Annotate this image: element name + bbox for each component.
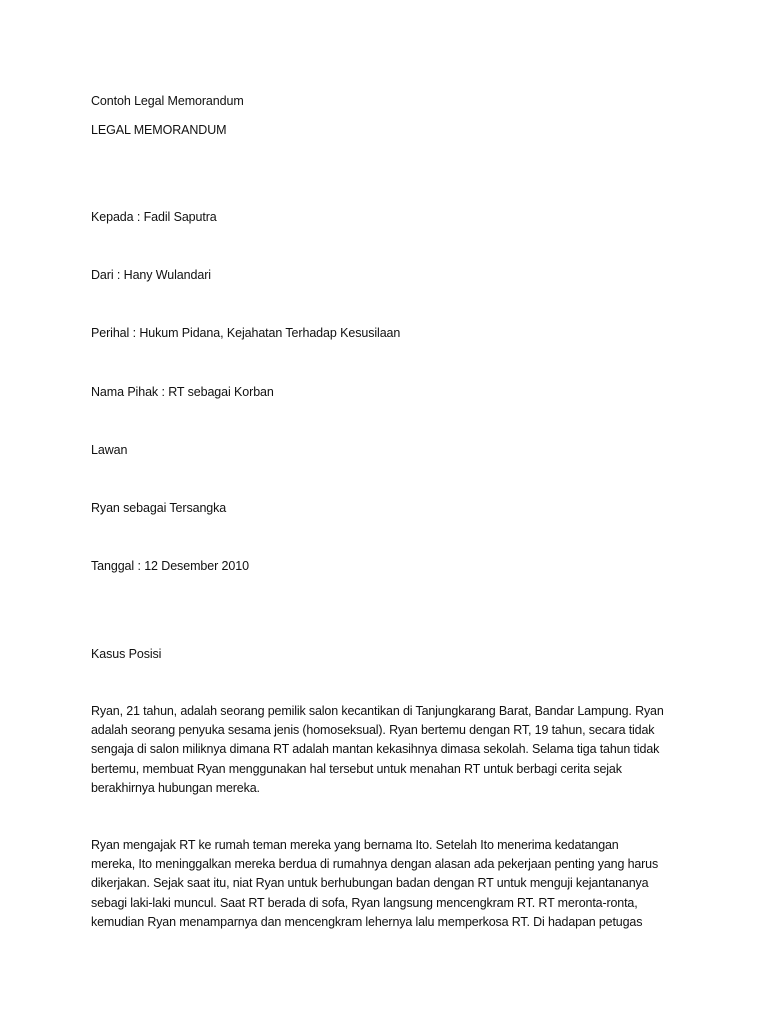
- paragraph-line: sengaja di salon miliknya dimana RT adalah mantan kekasihnya dimasa sekolah. Selama tiga tahun tidak: [91, 742, 660, 757]
- paragraph-line: adalah seorang penyuka sesama jenis (homoseksual). Ryan bertemu dengan RT, 19 tahun, secara tidak: [91, 723, 655, 738]
- paragraph-line: Ryan mengajak RT ke rumah teman mereka yang bernama Ito. Setelah Ito menerima kedatangan: [91, 838, 619, 852]
- paragraph-line: Ryan, 21 tahun, adalah seorang pemilik salon kecantikan di Tanjungkarang Barat, Bandar Lampung. Ryan: [91, 704, 664, 718]
- document-title: LEGAL MEMORANDUM: [91, 123, 227, 137]
- paragraph-line: berakhirnya hubungan mereka.: [91, 780, 260, 795]
- paragraph-line: kemudian Ryan menamparnya dan mencengkram lehernya lalu memperkosa RT. Di hadapan petugas: [91, 914, 643, 929]
- section-heading: Kasus Posisi: [91, 647, 162, 661]
- recipient-line: Kepada : Fadil Saputra: [91, 210, 217, 224]
- date-line: Tanggal : 12 Desember 2010: [91, 559, 249, 573]
- case-paragraph-1: [91, 702, 687, 798]
- subject-line: Perihal : Hukum Pidana, Kejahatan Terhadap Kesusilaan: [91, 326, 401, 340]
- sender-line: Dari : Hany Wulandari: [91, 268, 211, 282]
- paragraph-line: bertemu, membuat Ryan menggunakan hal tersebut untuk menahan RT untuk berbagi cerita sejak: [91, 761, 622, 776]
- suspect-line: Ryan sebagai Tersangka: [91, 501, 227, 515]
- paragraph-line: dikerjakan. Sejak saat itu, niat Ryan untuk berhubungan badan dengan RT untuk menguji kejantananya: [91, 876, 649, 891]
- case-paragraph-2: [91, 836, 687, 932]
- party-line: Nama Pihak : RT sebagai Korban: [91, 385, 274, 399]
- opponent-label: Lawan: [91, 443, 128, 457]
- document-heading: Contoh Legal Memorandum: [91, 94, 244, 108]
- paragraph-line: sebagi laki-laki muncul. Saat RT berada di sofa, Ryan langsung mencengkram RT. RT meronta-ronta,: [91, 895, 638, 910]
- paragraph-line: mereka, Ito meninggalkan mereka berdua di rumahnya dengan alasan ada pekerjaan penting yang harus: [91, 857, 659, 872]
